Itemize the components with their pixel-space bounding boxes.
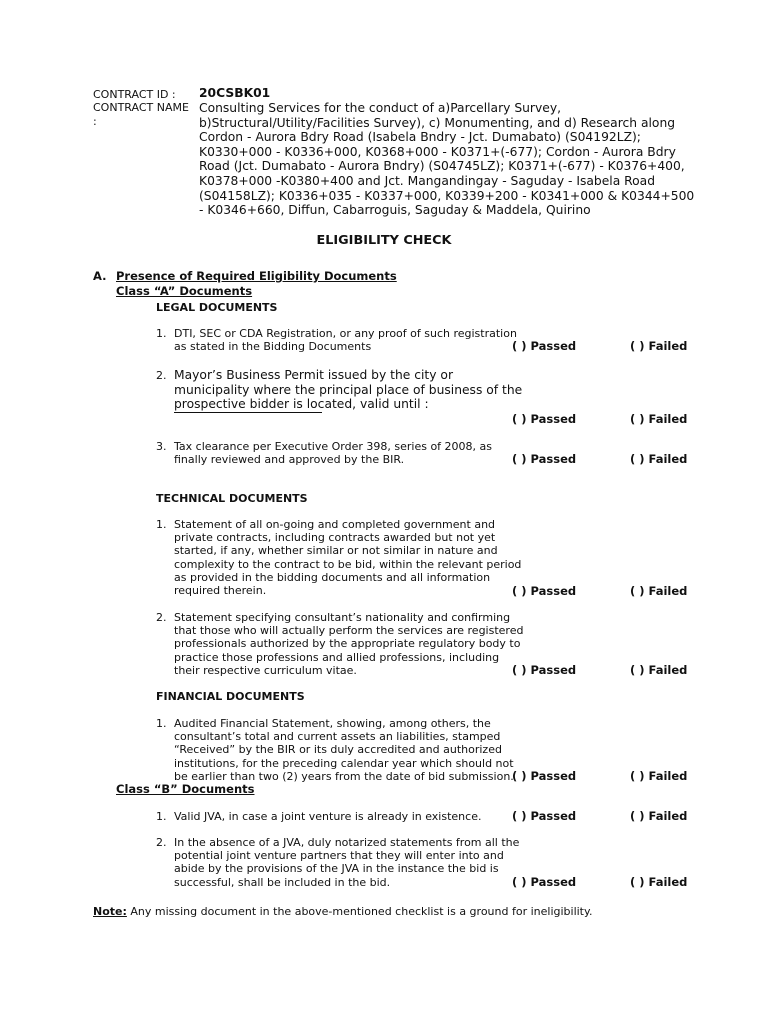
contract-name-line: K0378+000 -K0380+400 and Jct. Mangandingay - Saguday - Isabela Road [199,174,656,188]
item-text: Audited Financial Statement, showing, among others, the consultant’s total and current assets an liabilities, stamped “Received” by the BIR or its duly accredited and authorized institutions, for the preceding calendar year which should not be earlier than two (2) years from the date of bid submission. [174,717,514,783]
contract-id-value: 20CSBK01 [199,86,271,100]
failed-checkbox[interactable]: ( ) Failed [630,412,688,426]
contract-id-label: CONTRACT ID : [93,88,176,101]
contract-name-line: - K0346+660, Diffun, Cabarroguis, Saguday & Maddela, Quirino [199,203,591,218]
contract-name-colon: : [93,115,97,128]
item-text: Statement specifying consultant’s nationality and confirming that those who will actually perform the services are registered professionals authorized by the appropriate regulatory body to practice those professions and allied professions, including their respective curriculum vitae. [174,611,524,677]
contract-name-line: Cordon - Aurora Bdry Road (Isabela Bndry - Jct. Dumabato) (S04192LZ); [199,130,641,145]
item-text: DTI, SEC or CDA Registration, or any proof of such registration as stated in the Bidding Documents [174,327,517,354]
passed-checkbox[interactable]: ( ) Passed [512,809,577,823]
failed-checkbox[interactable]: ( ) Failed [630,809,688,823]
legal-documents-heading: LEGAL DOCUMENTS [156,301,278,314]
contract-name-line: Road (Jct. Dumabato - Aurora Bndry) (S04745LZ); K0371+(-677) - K0376+400, [199,159,685,174]
failed-checkbox[interactable]: ( ) Failed [630,769,688,783]
failed-checkbox[interactable]: ( ) Failed [630,663,688,677]
item-text: In the absence of a JVA, duly notarized statements from all the potential joint venture partners that they will enter into and abide by the provisions of the JVA in the instance the bid is successful, shall be included in the bid. [174,836,520,889]
note-label: Note: [93,905,127,918]
failed-checkbox[interactable]: ( ) Failed [630,875,688,889]
item-number: 3. [156,440,167,453]
item-number: 2. [156,836,167,849]
item-text: Valid JVA, in case a joint venture is already in existence. [174,810,482,823]
note [93,905,592,918]
item-text: Mayor’s Business Permit issued by the city or municipality where the principal place of business of the prospective bidder is located, valid until : [174,368,523,412]
class-b-heading: Class “B” Documents [116,782,255,796]
contract-name-line: K0330+000 - K0336+000, K0368+000 - K0371+(-677); Cordon - Aurora Bdry [199,144,676,159]
class-a-heading: Class “A” Documents [116,284,253,298]
failed-checkbox[interactable]: ( ) Failed [630,584,688,598]
item-text: Tax clearance per Executive Order 398, series of 2008, as finally reviewed and approved by the BIR. [174,440,493,467]
passed-checkbox[interactable]: ( ) Passed [512,452,577,466]
contract-name-line: (S04158LZ); K0336+035 - K0337+000, K0339+200 - K0341+000 & K0344+500 [199,188,695,203]
financial-documents-heading: FINANCIAL DOCUMENTS [156,690,305,703]
passed-checkbox[interactable]: ( ) Passed [512,663,577,677]
passed-checkbox[interactable]: ( ) Passed [512,412,577,426]
item-number: 1. [156,810,167,823]
contract-name-line: b)Structural/Utility/Facilities Survey), c) Monumenting, and d) Research along [199,115,676,130]
contract-name-label: CONTRACT NAME [93,101,189,114]
item-number: 2. [156,611,167,624]
contract-name-line: Consulting Services for the conduct of a)Parcellary Survey, [199,101,562,115]
passed-checkbox[interactable]: ( ) Passed [512,875,577,889]
item-number: 1. [156,327,167,340]
note-text: Any missing document in the above-mentioned checklist is a ground for ineligibility. [126,905,593,918]
page-title: ELIGIBILITY CHECK [316,233,452,248]
passed-checkbox[interactable]: ( ) Passed [512,584,577,598]
technical-documents-heading: TECHNICAL DOCUMENTS [156,492,308,505]
passed-checkbox[interactable]: ( ) Passed [512,769,577,783]
valid-until-blank[interactable] [174,412,322,413]
failed-checkbox[interactable]: ( ) Failed [630,339,688,353]
failed-checkbox[interactable]: ( ) Failed [630,452,688,466]
section-letter: A. [93,269,107,283]
item-number: 2. [156,369,167,382]
item-number: 1. [156,717,167,730]
item-text: Statement of all on-going and completed government and private contracts, including contracts awarded but not yet started, if any, whether similar or not similar in nature and complexity to the contract to be bid, within the relevant period as provided in the bidding documents and all information required therein. [174,518,522,598]
section-heading: Presence of Required Eligibility Documents [116,269,397,283]
item-number: 1. [156,518,167,531]
passed-checkbox[interactable]: ( ) Passed [512,339,577,353]
